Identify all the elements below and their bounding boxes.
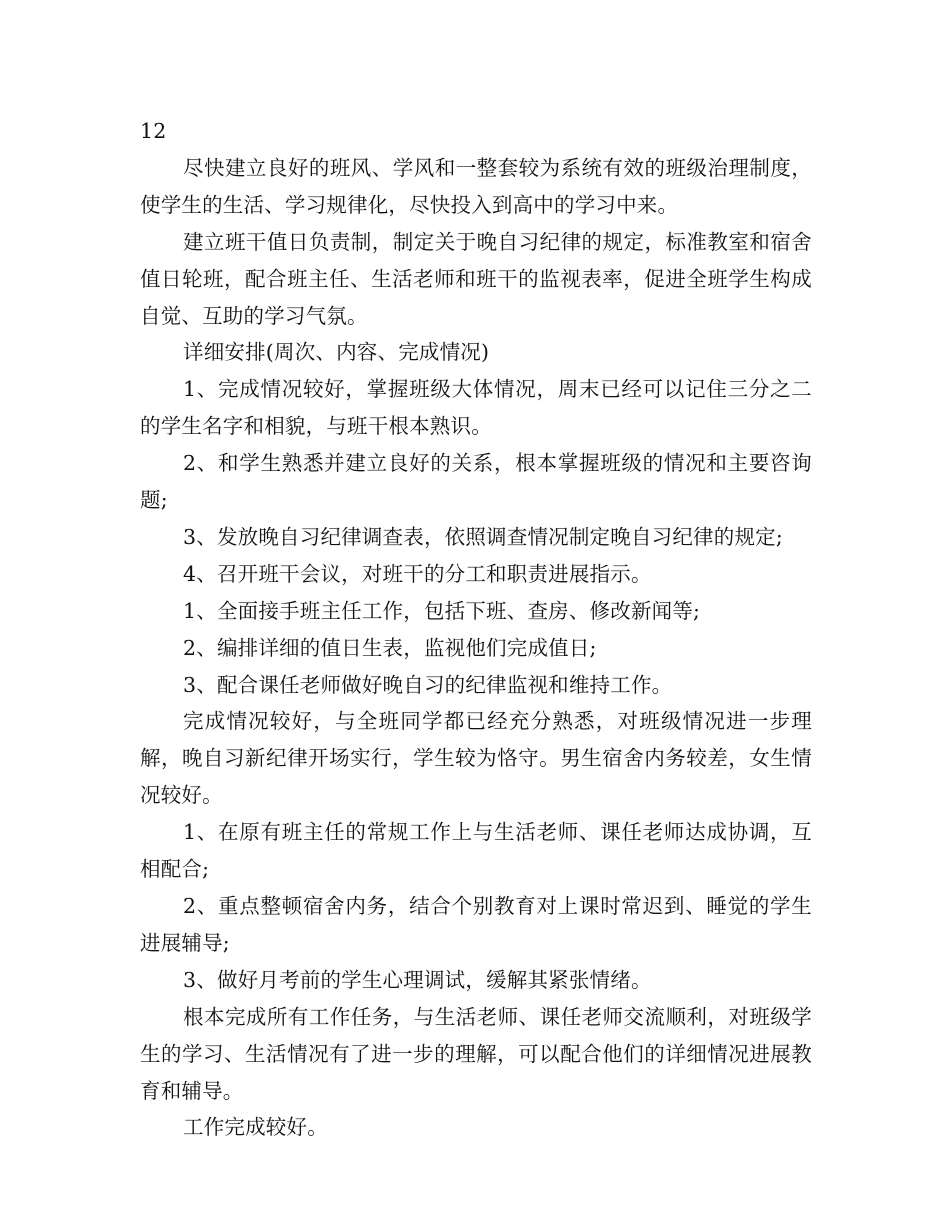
paragraph: 2、编排详细的值日生表，监视他们完成值日; xyxy=(183,635,597,660)
paragraph: 1、完成情况较好，掌握班级大体情况，周末已经可以记住三分之二的学生名字和相貌，与班干根本熟识。 xyxy=(140,377,812,439)
paragraph: 尽快建立良好的班风、学风和一整套较为系统有效的班级治理制度，使学生的生活、学习规律化，尽快投入到高中的学习中来。 xyxy=(140,155,812,217)
paragraph: 2、和学生熟悉并建立良好的关系，根本掌握班级的情况和主要咨询题; xyxy=(140,451,812,513)
document-body xyxy=(140,113,812,1146)
paragraph: 3、配合课任老师做好晚自习的纪律监视和维持工作。 xyxy=(183,672,673,697)
paragraph: 详细安排(周次、内容、完成情况) xyxy=(183,340,490,365)
paragraph: 工作完成较好。 xyxy=(183,1115,328,1140)
paragraph: 建立班干值日负责制，制定关于晚自习纪律的规定，标准教室和宿舍值日轮班，配合班主任、生活老师和班干的监视表率，促进全班学生构成自觉、互助的学习气氛。 xyxy=(140,229,812,328)
page-number: 12 xyxy=(140,119,167,143)
paragraph: 1、在原有班主任的常规工作上与生活老师、课任老师达成协调，互相配合; xyxy=(140,820,812,882)
paragraph: 1、全面接手班主任工作，包括下班、查房、修改新闻等; xyxy=(183,598,701,623)
paragraph: 3、做好月考前的学生心理调试，缓解其紧张情绪。 xyxy=(183,967,652,992)
paragraph: 3、发放晚自习纪律调查表，依照调查情况制定晚自习纪律的规定; xyxy=(183,524,783,549)
paragraph: 完成情况较好，与全班同学都已经充分熟悉，对班级情况进一步理解，晚自习新纪律开场实行，学生较为恪守。男生宿舍内务较差，女生情况较好。 xyxy=(140,709,812,808)
paragraph: 2、重点整顿宿舍内务，结合个别教育对上课时常迟到、睡觉的学生进展辅导; xyxy=(140,894,812,955)
paragraph: 4、召开班干会议，对班干的分工和职责进展指示。 xyxy=(183,561,652,586)
paragraph: 根本完成所有工作任务，与生活老师、课任老师交流顺利，对班级学生的学习、生活情况有了进一步的理解，可以配合他们的详细情况进展教育和辅导。 xyxy=(140,1004,812,1103)
